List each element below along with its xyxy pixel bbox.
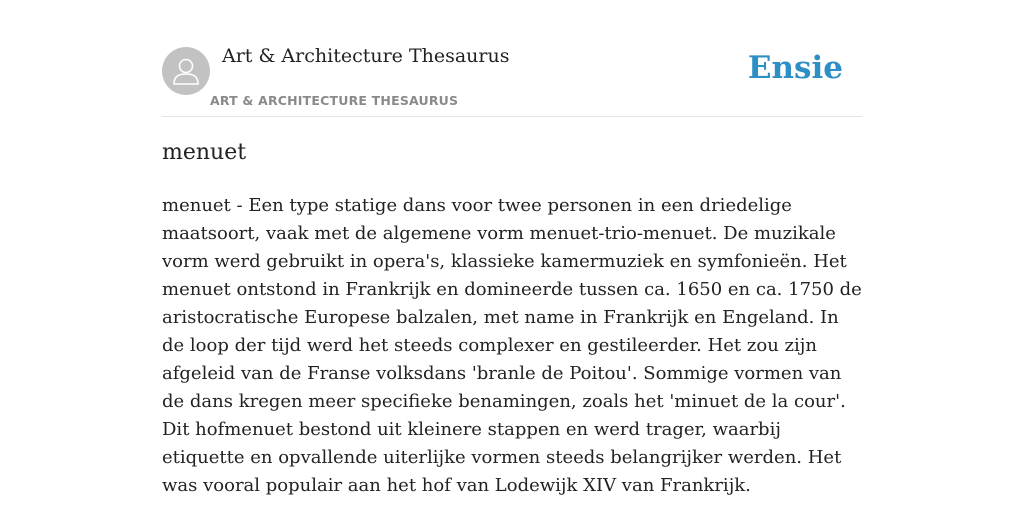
author-name[interactable]: Art & Architecture Thesaurus xyxy=(222,45,510,67)
user-icon xyxy=(162,47,210,95)
author-subtitle[interactable]: ART & ARCHITECTURE THESAURUS xyxy=(210,93,459,108)
avatar[interactable] xyxy=(162,47,210,95)
definition-text: menuet - Een type statige dans voor twee personen in een driedelige maatsoort, vaak met de algemene vorm menuet-trio-menuet. De muzikale vorm werd gebruikt in opera's, klassieke kamermuziek en symfonieën. Het menuet ontstond in Frankrijk en domineerde tussen ca. 1650 en ca. 1750 de aristocratische Europese balzalen, met name in Frankrijk en Engeland. In de loop der tijd werd het steeds complexer en gestileerder. Het zou zijn afgeleid van de Franse volksdans 'branle de Poitou'. Sommige vormen van de dans kregen meer specifieke benamingen, zoals het 'minuet de la cour'. Dit hofmenuet bestond uit kleinere stappen en werd trager, waarbij etiquette en opvallende uiterlijke vormen steeds belangrijker werden. Het was vooral populair aan het hof van Lodewijk XIV van Frankrijk. xyxy=(162,195,862,496)
page-title: menuet xyxy=(162,140,247,165)
brand-logo[interactable]: Ensie xyxy=(747,50,843,86)
page-header xyxy=(162,0,862,117)
